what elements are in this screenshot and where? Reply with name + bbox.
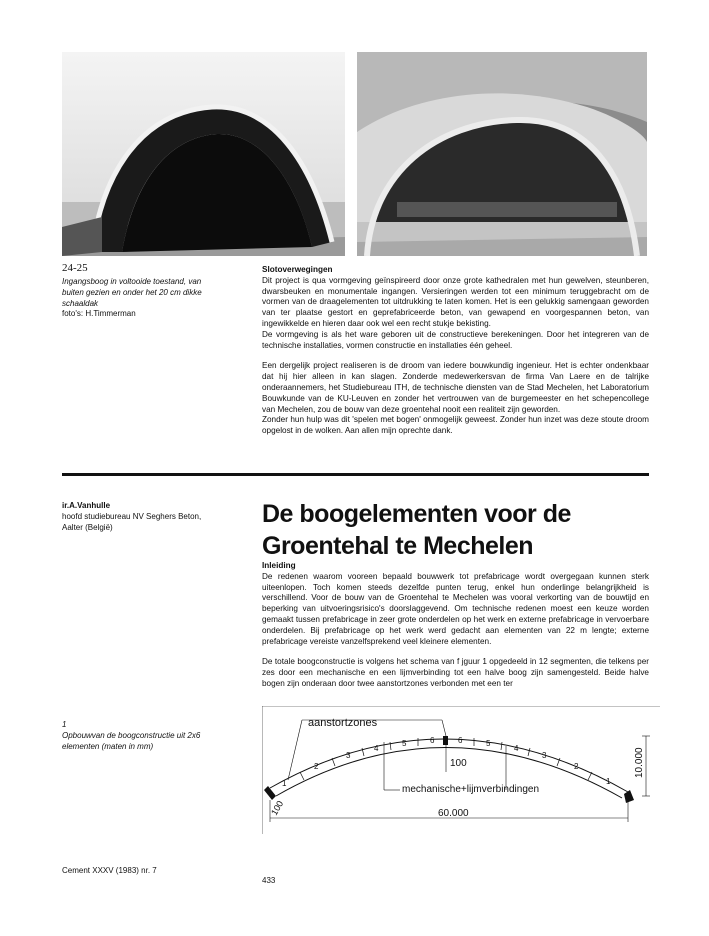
photo-caption [62, 277, 242, 309]
journal-footer: Cement XXXV (1983) nr. 7 [62, 866, 157, 875]
segment-label-right: 4 [514, 744, 519, 753]
photo-arch-right [357, 52, 647, 256]
photo-caption-line: Ingangsboog in voltooide toestand, van [62, 277, 202, 286]
segment-label-left: 3 [346, 751, 351, 760]
segment-label-left: 4 [374, 744, 379, 753]
author-role: hoofd studiebureau NV Seghers Beton, [62, 511, 202, 521]
conclusion-paragraph: Dit project is qua vormgeving geïnspireerd door onze grote kathedralen met hun gewelven, steunberen, dwarsbeuken en monumentale ingangen. Versieringen werden tot een minimum teruggebracht om de vormen van de draagelementen tot uitdrukking te laten komen. Het is een gelukkig samengaan geworden van ter plaatse gestort en geprefabriceerde beton, van gewapend en voorgespannen beton, van ingewikkelde en hieren daar ook wel een recht stukje bekisting. [262, 275, 649, 328]
author-block [62, 501, 252, 533]
photo-credit: foto's: H.Timmerman [62, 309, 136, 318]
segment-label-right: 1 [606, 777, 611, 786]
figure-number: 1 [62, 720, 67, 729]
figure-caption-line: elementen (maten in mm) [62, 741, 154, 751]
label-aanstortzones: aanstortzones [308, 717, 378, 729]
segment-label-left: 1 [282, 779, 287, 788]
article-title [262, 498, 649, 562]
photo-arch-left [62, 52, 345, 256]
author-name: ir.A.Vanhulle [62, 501, 111, 510]
conclusion-paragraph: Zonder hun hulp was dit 'spelen met bogen' onmogelijk geweest. Zonder hun inzet was deze stoute droom opgelost in de wolken. Aan allen mijn oprechte dank. [262, 415, 649, 436]
conclusion-paragraph: De vormgeving is als het ware geboren uit de constructieve berekeningen. Door het integreren van de technische installaties, vormen constructie en installaties één geheel. [262, 329, 649, 350]
article-paragraph: De redenen waarom vooreen bepaald bouwwerk tot prefabricage wordt overgegaan kunnen sterk uiteenlopen. Toch komen steeds dezelfde punten terug, enkel hun onderlinge belangrijkheid is verschillend. Voor de bouw van de Groentehal te Mechelen was vooral verkorting van de bouwtijd en beperking van uitvoeringsrisico's doorslaggevend. Om technische redenen moest een keuze worden gemaakt tussen prefabricage in zeer grote onderdelen op het werk en externe prefabricage in vervoerbare onderdelen. Bij prefabricage op het werk werd gedacht aan elementen van 22 m lengte; externe prefabricage vereiste vanzelfsprekend veel kleinere elementen. [262, 571, 649, 646]
article-title-line: De boogelementen voor de [262, 500, 571, 528]
author-location: Aalter (België) [62, 522, 113, 532]
segment-label-right: 6 [458, 736, 463, 745]
page-number: 433 [262, 876, 276, 885]
figure-caption-line: Opbouwvan de boogconstructie uit 2x6 [62, 730, 201, 740]
segment-label-left: 2 [314, 762, 319, 771]
label-mechanische-verbindingen: mechanische+lijmverbindingen [402, 784, 540, 795]
dim-100-left: 100 [269, 798, 286, 817]
dim-100-top: 100 [450, 758, 467, 769]
article-paragraph: De totale boogconstructie is volgens het schema van f jguur 1 opgedeeld in 12 segmenten, die telkens per zes door een mechanische en een lijmverbinding tot een halve boog zijn samengesteld. Beide halve bogen zijn onderaan door twee aanstortzones verbonden met een ter [262, 657, 649, 688]
segment-label-right: 3 [542, 751, 547, 760]
section-divider [62, 473, 649, 476]
arch-diagram [262, 706, 660, 834]
conclusion-heading: Slotoverwegingen [262, 265, 333, 274]
dim-height: 10.000 [634, 747, 645, 778]
segment-label-right: 5 [486, 739, 491, 748]
photo-caption-line: buiten gezien en onder het 20 cm dikke [62, 287, 202, 297]
article-title-line: Groentehal te Mechelen [262, 532, 534, 560]
segment-label-right: 2 [574, 762, 579, 771]
dim-width: 60.000 [438, 808, 469, 819]
photo-caption-line: schaaldak [62, 298, 99, 308]
photo-caption-number: 24-25 [62, 262, 88, 274]
figure-caption [62, 720, 242, 752]
conclusion-section [262, 265, 649, 437]
article-body [262, 561, 649, 690]
conclusion-paragraph: Een dergelijk project realiseren is de droom van iedere bouwkundig ingenieur. Het is echter ondenkbaar dat hij hier alleen in kan slagen. Zonderde medewerkersvan de firma Van Laere en de talrijke onderaannemers, het Studiebureau ITH, de technische diensten van de Stad Mechelen, het Laboratorium Bouwkunde van de KU-Leuven en zonder het vertrouwen van de burgemeester en het schepencollege van Mechelen, zou de bouw van deze groentehal nooit een realiteit zijn geworden. [262, 361, 649, 414]
segment-label-left: 6 [430, 736, 435, 745]
intro-heading: Inleiding [262, 561, 296, 570]
segment-label-left: 5 [402, 739, 407, 748]
